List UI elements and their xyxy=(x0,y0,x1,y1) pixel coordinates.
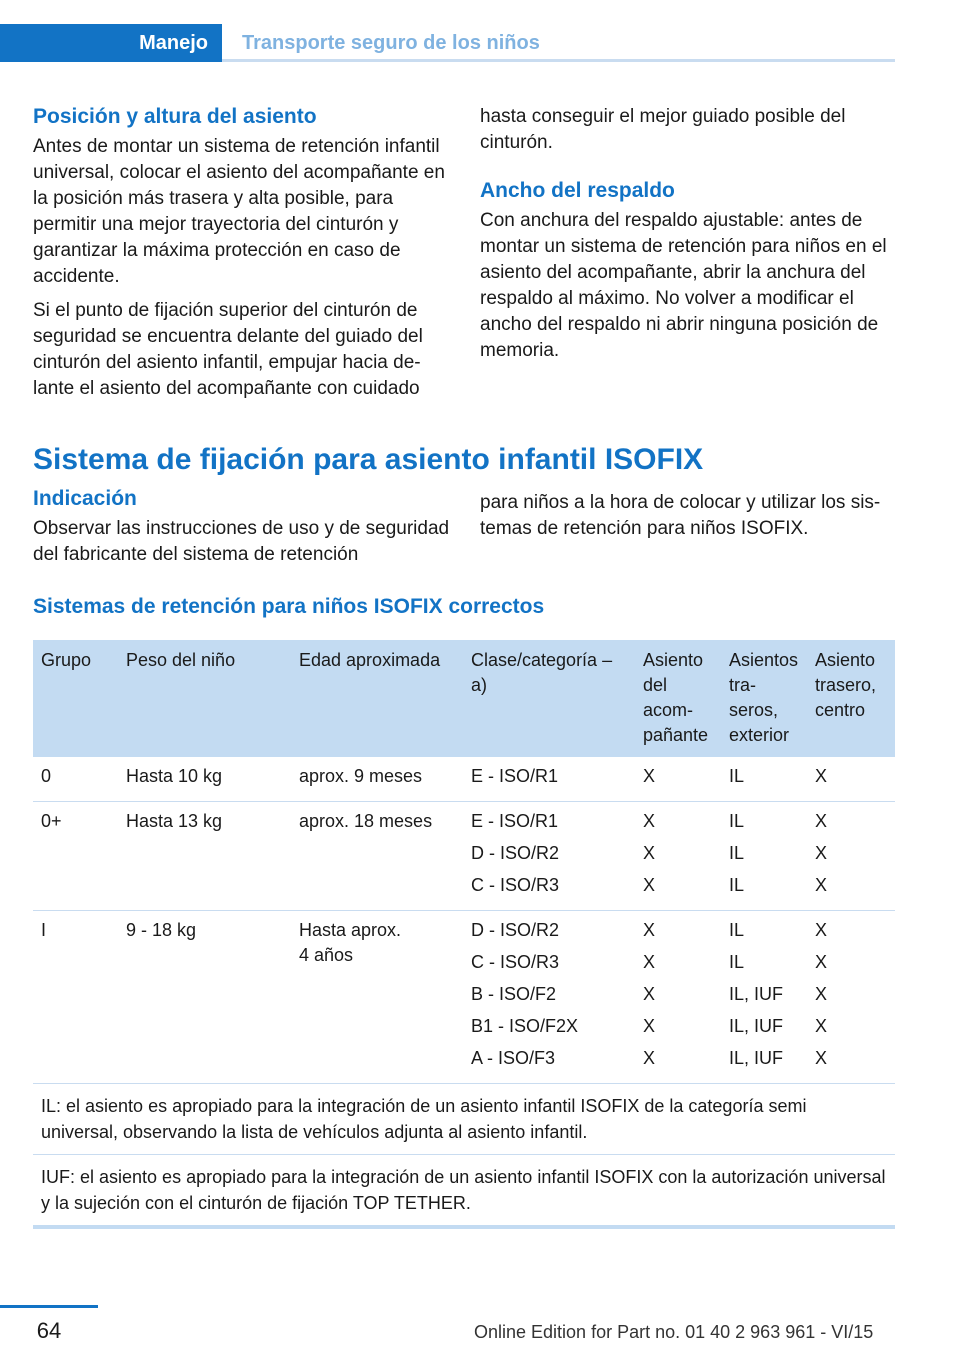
isofix-table xyxy=(33,640,895,1229)
weight-cell: Hasta 10 kg xyxy=(118,757,291,802)
class-value: C - ISO/R3 xyxy=(471,952,560,972)
passenger-seat-cell xyxy=(635,802,721,911)
table-note-row xyxy=(33,1155,895,1228)
left-column xyxy=(33,104,453,410)
rear-outer-value: IL xyxy=(729,920,745,940)
rear-outer-value: IL, IUF xyxy=(729,984,784,1004)
rear-center-value: X xyxy=(815,984,828,1004)
backrest-width-paragraph: Con anchura del respaldo ajustable: antes de montar un sistema de retención para niños en el asiento del acompañante, abrir la anchura del respaldo al máximo. No volver a modificar el ancho del respaldo ni abrir ninguna posición de memoria. xyxy=(480,210,887,361)
passenger-seat-value: X xyxy=(643,920,656,940)
rear-center-value: X xyxy=(815,811,828,831)
passenger-seat-value: X xyxy=(643,766,656,786)
table-note-row xyxy=(33,1084,895,1155)
passenger-seat-value: X xyxy=(643,984,656,1004)
seat-position-continuation: hasta conseguir el mejor guiado posible del cinturón. xyxy=(480,106,846,153)
rear-outer-value: IL, IUF xyxy=(729,1016,784,1036)
right-column xyxy=(480,104,895,372)
header-cell: Clase/categoría – a) xyxy=(463,640,635,757)
isofix-note-right xyxy=(480,490,895,550)
passenger-seat-cell xyxy=(635,757,721,802)
edition-label: Online Edition for Part no. 01 40 2 963 961 - VI/15 xyxy=(474,1322,874,1342)
rear-outer-value: IL xyxy=(729,766,745,786)
class-value: D - ISO/R2 xyxy=(471,920,560,940)
age-cell: aprox. 9 meses xyxy=(291,757,463,802)
rear-outer-value: IL xyxy=(729,952,745,972)
note-text-left: Observar las instrucciones de uso y de seguridad del fabricante del sistema de retención xyxy=(33,518,450,565)
rear-outer-value: IL xyxy=(729,811,745,831)
rear-center-value: X xyxy=(815,843,828,863)
age-cell: aprox. 18 meses xyxy=(291,802,463,911)
rear-center-value: X xyxy=(815,766,828,786)
rear-center-value: X xyxy=(815,875,828,895)
rear-center-cell xyxy=(807,802,895,911)
table-row xyxy=(33,911,895,1084)
group-cell: I xyxy=(33,911,118,1084)
seat-position-heading: Posición y altura del asiento xyxy=(33,105,317,128)
passenger-seat-value: X xyxy=(643,952,656,972)
class-value: E - ISO/R1 xyxy=(471,766,559,786)
page-number: 64 xyxy=(36,1318,62,1343)
isofix-section-title: Sistema de fijación para asiento infantil ISOFIX xyxy=(33,443,704,476)
header-cell: Grupo xyxy=(33,640,118,757)
rear-center-value: X xyxy=(815,952,828,972)
backrest-width-heading: Ancho del respaldo xyxy=(480,179,675,202)
note-text-right: para niños a la hora de colocar y utilizar los sistemas de retención para niños ISOFIX. xyxy=(480,492,881,539)
rear-center-value: X xyxy=(815,1048,828,1068)
rear-center-cell xyxy=(807,911,895,1084)
isofix-note-left xyxy=(33,486,453,576)
rear-outer-value: IL xyxy=(729,875,745,895)
section-tab: Manejo xyxy=(0,24,222,62)
class-value: D - ISO/R2 xyxy=(471,843,560,863)
header-rule xyxy=(222,59,895,62)
rear-outer-value: IL xyxy=(729,843,745,863)
passenger-seat-value: X xyxy=(643,843,656,863)
header-cell: Asiento del acompañante xyxy=(635,640,721,757)
rear-outer-cell xyxy=(721,802,807,911)
footer-rule xyxy=(0,1305,98,1308)
passenger-seat-value: X xyxy=(643,811,656,831)
rear-center-value: X xyxy=(815,920,828,940)
class-value: B1 - ISO/F2X xyxy=(471,1016,579,1036)
rear-outer-cell xyxy=(721,757,807,802)
group-cell: 0+ xyxy=(33,802,118,911)
note-iuf: IUF: el asiento es apropiado para la integración de un asiento infantil ISOFIX con la autorización universal y la sujeción con el cinturón de fijación TOP TETHER. xyxy=(33,1155,895,1228)
table-row xyxy=(33,757,895,802)
passenger-seat-cell xyxy=(635,911,721,1084)
class-value: E - ISO/R1 xyxy=(471,811,559,831)
header-cell: Asiento trasero, centro xyxy=(807,640,895,757)
passenger-seat-value: X xyxy=(643,875,656,895)
seat-position-paragraph-1: Antes de montar un sistema de retención infantil universal, colocar el asiento del acompañante en la posición más trasera y alta posible, para permitir una mejor trayectoria del cinturón y garantizar la máxima protección en caso de accidente. xyxy=(33,136,445,287)
header-cell: Edad aproximada xyxy=(291,640,463,757)
class-value: A - ISO/F3 xyxy=(471,1048,556,1068)
rear-center-value: X xyxy=(815,1016,828,1036)
header-cell: Peso del niño xyxy=(118,640,291,757)
seat-position-paragraph-2: Si el punto de fijación superior del cinturón de seguridad se encuentra delante del guiado del cinturón del asiento infantil, empujar hacia delante el asiento del acompañante con cuidado xyxy=(33,300,423,399)
page-header xyxy=(0,24,895,62)
rear-outer-value: IL, IUF xyxy=(729,1048,784,1068)
class-cell xyxy=(463,911,635,1084)
table-header-row xyxy=(33,640,895,757)
header-cell: Asientos traseros, exterior xyxy=(721,640,807,757)
class-cell xyxy=(463,757,635,802)
note-heading: Indicación xyxy=(33,487,137,510)
weight-cell: Hasta 13 kg xyxy=(118,802,291,911)
weight-cell: 9 - 18 kg xyxy=(118,911,291,1084)
table-title: Sistemas de retención para niños ISOFIX correctos xyxy=(33,595,545,618)
passenger-seat-value: X xyxy=(643,1048,656,1068)
group-cell: 0 xyxy=(33,757,118,802)
note-il: IL: el asiento es apropiado para la integración de un asiento infantil ISOFIX de la categoría semi universal, observando la lista de vehículos adjunta al asiento infantil. xyxy=(33,1084,895,1155)
rear-center-cell xyxy=(807,757,895,802)
passenger-seat-value: X xyxy=(643,1016,656,1036)
rear-outer-cell xyxy=(721,911,807,1084)
class-value: C - ISO/R3 xyxy=(471,875,560,895)
subsection-title: Transporte seguro de los niños xyxy=(242,32,540,54)
class-value: B - ISO/F2 xyxy=(471,984,557,1004)
class-cell xyxy=(463,802,635,911)
table-row xyxy=(33,802,895,911)
age-cell: Hasta aprox. 4 años xyxy=(291,911,463,1084)
